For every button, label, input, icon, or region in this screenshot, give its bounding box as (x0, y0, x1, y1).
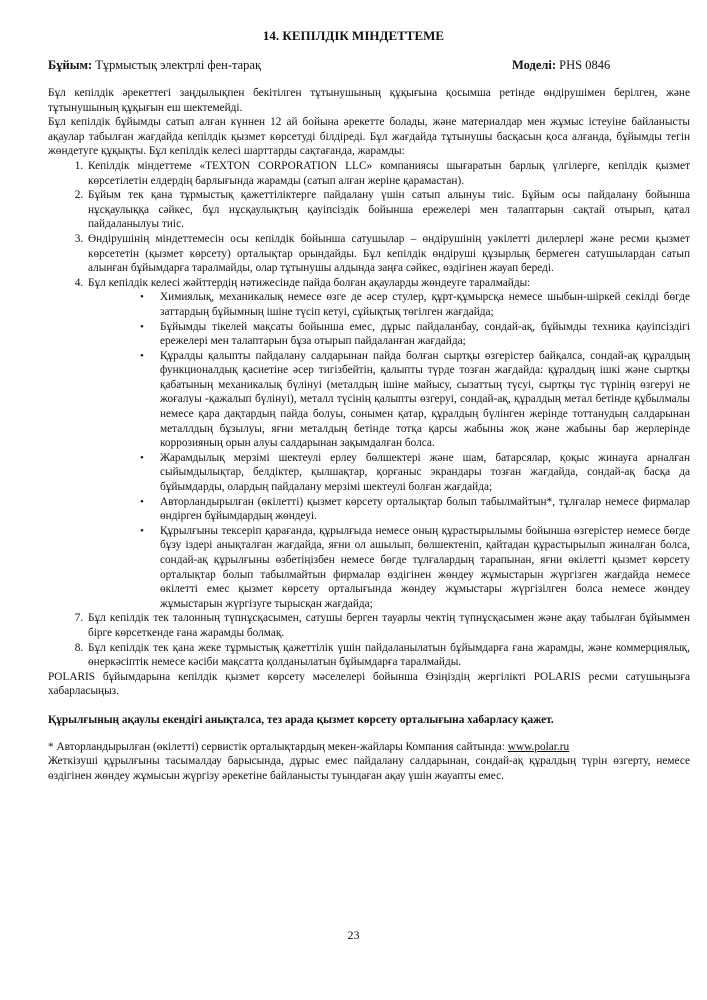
model-line (512, 58, 610, 73)
condition-item: 3. Өндірушінің міндеттемесін осы кепілдік бойынша сатушылар – өндірушінің уәкілетті дилерлері және ресми қызмет көрсететін (қызмет көрсету) орталықтар орындайды. Бұл кепілдік өндіруші құзырлық бермеген сатушылардан сатып алынған бұйымдарға таралмайды, олар тұтынушы алдында заңға сәйкес, өздігінен жауап береді. (86, 232, 690, 276)
exclusion-item: • Авторландырылған (өкілетті) қызмет көрсету орталықтар болып табылмайтын*, тұлғалар немесе фирмалар өндірген бұйымдардың жөндеуі. (160, 495, 690, 524)
page-title: 14. КЕПІЛДІК МІНДЕТТЕМЕ (262, 28, 445, 43)
condition-item: 7. Бұл кепілдік тек талонның түпнұсқасымен, сатушы берген тауарлы чектің түпнұсқасымен және ақау табылған бұйыммен бірге көрсеткенде ғана жарамды болмақ. (86, 611, 690, 640)
conditions-list-continued (48, 611, 690, 669)
exclusion-item: • Құралды қалыпты пайдалану салдарынан пайда болған сыртқы өзгерістер байқалса, сондай-ақ құралдың функционалдық қасиетіне әсер тигізбейтін, қалыпты түрде тозған жағдайда: құралдың ішкі және сыртқы қабатының механикалық бүлінуі (металдың ішіне майысу, сызаттың түсуі, сыртқы түс түрінің өзгеруі не жоғалуы -қажалып бүлінуі), металл түсінің қалыпты өзгеруі, сондай-ақ, құралдың метал бетінде құбылмалы немесе қара дақтардың пайда болуы, сонымен қатар, құралдың бүлінген жерінде тоттанудың салдарынан металлдың бұзылуы, яғни металдың бетінде тотқа қарсы жабыны жоқ және жабыны бар жерлерінде коррозияның орын алуы салдарынан зақымдалған болса. (160, 349, 690, 451)
condition-item: 8. Бұл кепілдік тек қана жеке тұрмыстық қажеттілік үшін пайдаланылатын бұйымдарға ғана жарамды, және коммерциялық, өнеркәсіптік немесе кәсіби мақсатта қолданылатын бұйымдарға таралмайды. (86, 641, 690, 670)
exclusion-item: • Жарамдылық мерзімі шектеулі ерлеу бөлшектері және шам, батарсялар, қоқыс жинауға арналған сыйымдылықтар, белдіктер, қылшақтар, қорғаныс экрандары тозған жағдайда, сондай-ақ басқа да бұйымдарды, олардың пайдалану мерзімі шектеулі болған жағдайда; (160, 451, 690, 495)
product-label: Бұйым: (48, 58, 93, 72)
website-link[interactable]: www.polar.ru (507, 740, 570, 753)
intro-paragraph: Бұл кепілдік әрекеттегі заңдылықпен бекітілген тұтынушының құқығына қосымша ретінде өндірушімен берілген, және тұтынушының құқығын еш шектемейді. (48, 87, 690, 114)
exclusions-list (88, 290, 690, 611)
conditions-list (48, 159, 690, 611)
defect-warning: Құрылғының ақаулы екендігі анықталса, тез арада қызмет көрсету орталығына хабарласу қажет. (48, 713, 554, 726)
intro-paragraph: Бұл кепілдік бұйымды сатып алған күннен 12 ай бойына әрекетте болады, және материалдар мен жұмыс істеуіне байланысты ақаулар табылған жағдайда кепілдік қызмет көрсетуді білдіреді. Бұл жағдайда тұтынушы басқасын қоса алғанда, бұйымды тегін жөндетуге құқықты. Бұл кепілдік келесі шарттарды сақтағанда, жарамды: (48, 116, 690, 158)
condition-item (86, 276, 690, 612)
polaris-note: POLARIS бұйымдарына кепілдік қызмет көрсету мәселелері бойынша Өзіңіздің жергілікті POLARIS ресми сатушыңызға хабарласыңыз. (48, 670, 690, 698)
warranty-body (48, 86, 690, 783)
page-number: 23 (347, 928, 360, 942)
exclusion-item: • Құрылғыны тексеріп қарағанда, құрылғыда немесе оның құрастырылымы бойынша өзгерістер немесе бөгде бұзу іздері анықталған жағдайда, яғни ол ашылып, бөлшектеніп, қайтадан құрастырылып жиналған болса, сондай-ақ құрылғыны өзбетіңізбен немесе бөгде тұлғалардың тарапынан, яғни өкілетті қызмет көрсету орталықтар болып табылмайтын фирмалар өздігінен жөндеу жұмыстарын жүргізген жағдайда немесе өкілетті емес қызмет көрсету орталығында жөндеу жұмыстары жүргізілген болса немесе жөндеу жұмыстарын жүргізуге тырысқан жағдайда; (160, 524, 690, 612)
product-line (48, 58, 261, 73)
condition-item: 2. Бұйым тек қана тұрмыстық қажеттіліктерге пайдалану үшін сатып алынуы тиіс. Бұйым осы пайдалану бойынша нұсқаулыққа сәйкес, бұл нұсқаулықтың қауіпсіздік бойынша ережелері мен талаптарын сақтай отырып, қатал пайдаланылуы тиіс. (86, 188, 690, 232)
exclusion-item: • Химиялық, механикалық немесе өзге де әсер стулер, құрт-құмырсқа немесе шыбын-шіркей секілді бөгде заттардың бұйымның ішіне түсіп кетуі, сұйықтық төгілген жағдайда; (160, 290, 690, 319)
model-value: PHS 0846 (559, 58, 611, 72)
model-label: Моделі: (512, 58, 557, 72)
condition-item: 1. Кепілдік міндеттеме «TEXTON CORPORATION LLC» компаниясы шығаратын барлық үлгілерге, кепілдік қызмет көрсетілетін елдердің барлығында жарамды (сатып алған жеріне қарамастан). (86, 159, 690, 188)
footnote (48, 740, 690, 755)
product-value: Тұрмыстық электрлі фен-тарақ (95, 58, 262, 72)
exclusion-item: • Бұйымды тікелей мақсаты бойынша емес, дұрыс пайдаланбау, сондай-ақ, бұйымды техника қауіпсіздігі ережелері мен талаптарын бұза отырып пайдаланған жағдайда; (160, 320, 690, 349)
footnote-continued: Жеткізуші құрылғыны тасымалдау барысында, дұрыс емес пайдалану салдарынан, сондай-ақ құралдың түрін өзгерту, немесе өздігінен жөндеу жұмысын жүргізу әрекетіне байланысты туындаған ақау үшін жауапты емес. (48, 755, 690, 782)
condition-item-text: Бұл кепілдік келесі жәйттердің нәтижесінде пайда болған ақауларды жөндеуге таралмайды: (88, 276, 531, 289)
footnote-text: * Авторландырылған (өкілетті) сервистік орталықтардың мекен-жайлары Компания сайтында: (48, 740, 505, 753)
